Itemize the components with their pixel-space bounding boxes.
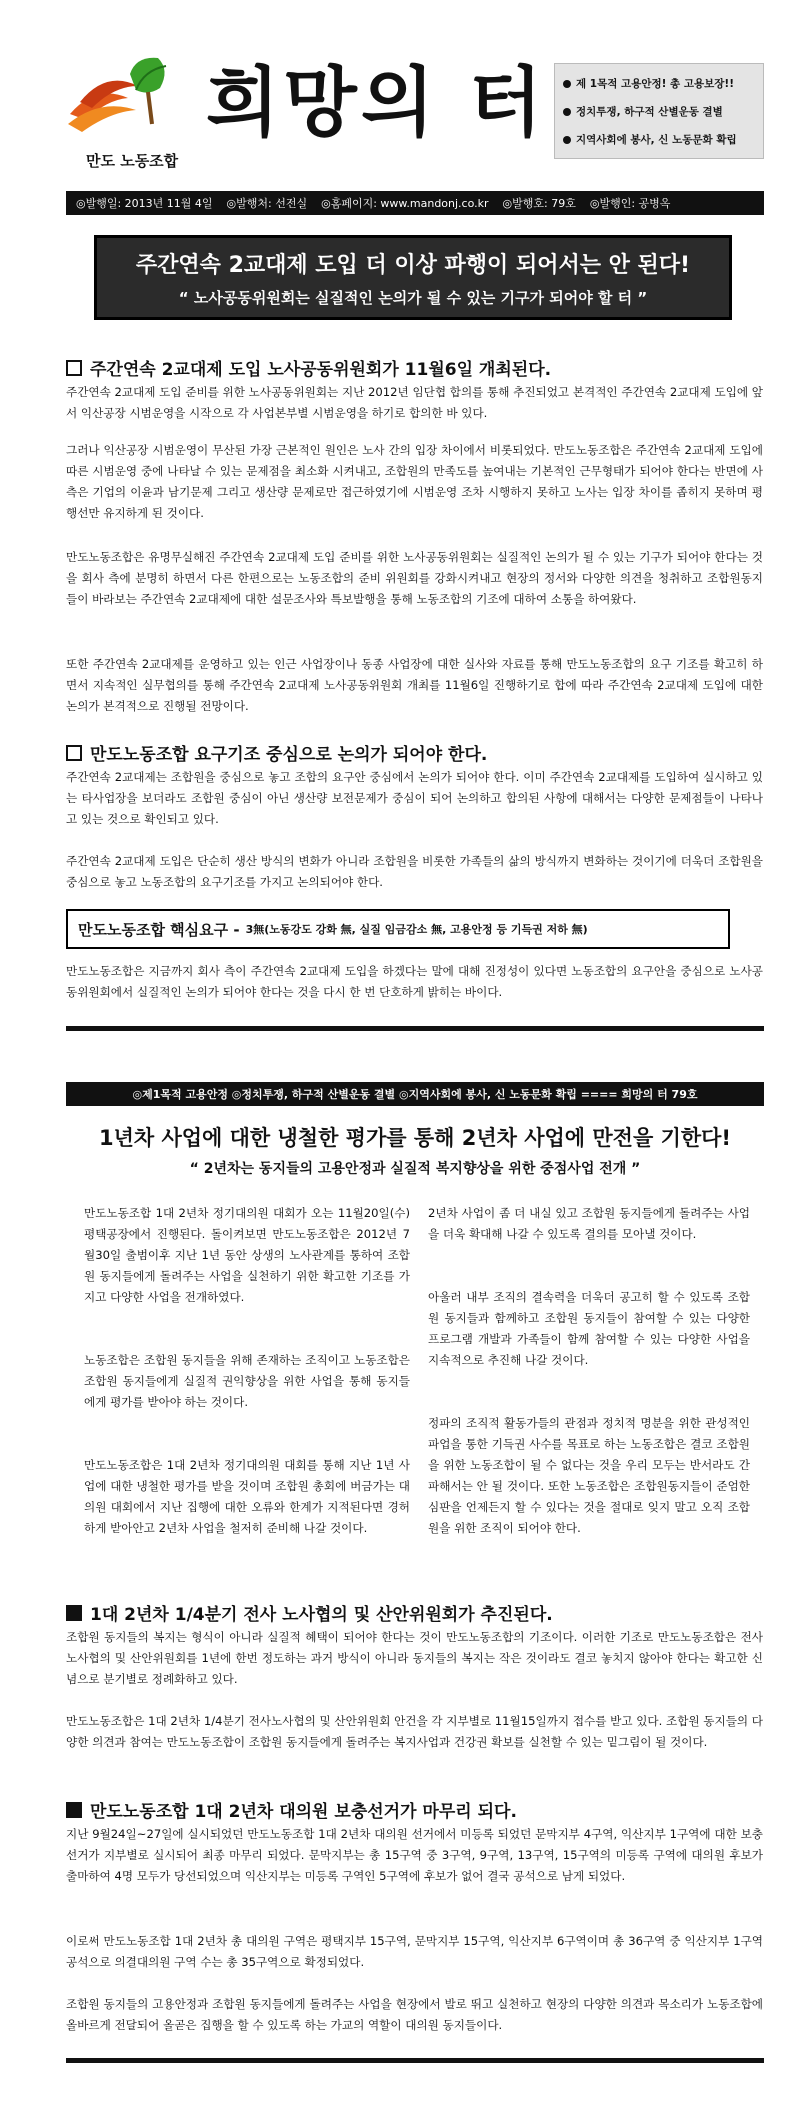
slogan-item: 지역사회에 봉사, 신 노동문화 확립 (563, 126, 755, 154)
article2-closing: 만도노동조합은 지금까지 회사 측이 주간연속 2교대제 도입을 하겠다는 말에 대해 진정성이 있다면 노동조합의 요구안을 중심으로 노사공동위원회에서 실질적인 논의가 되어야 한다는 것을 다시 한 번 단호하게 밝히는 바이다. (66, 964, 763, 999)
publication-info-bar (66, 191, 764, 215)
square-bullet-icon (66, 745, 82, 761)
article1-paragraph: 또한 주간연속 2교대제를 운영하고 있는 인근 사업장이나 동종 사업장에 대한 실사와 자료를 통해 만도노동조합의 요구 기조를 확고히 하면서 지속적인 실무협의를 통해 주간연속 2교대제 노사공동위원회 개최를 11월6일 진행하기로 합에 따라 주간연속 2교대제 도입에 대한 논의가 본격적으로 진행될 전망이다. (66, 657, 763, 713)
right-column-paragraph: 정파의 조직적 활동가들의 관점과 정치적 명분을 위한 관성적인 파업을 통한 기득권 사수를 목표로 하는 노동조합은 결코 조합원을 위한 노동조합이 될 수 없다는 것을 우리 모두는 반서라도 간파해서는 안 될 것이다. 또한 노동조합은 조합원동지들이 준엄한 심판을 언제든지 할 수 있다는 것을 절대로 잊지 말고 오직 조합원을 위한 조직이 되어야 한다. (428, 1416, 750, 1535)
bullet-icon (563, 136, 571, 144)
article2-paragraph: 주간연속 2교대제는 조합원을 중심으로 놓고 조합의 요구안 중심에서 논의가 되어야 한다. 이미 주간연속 2교대제를 도입하여 실시하고 있는 타사업장을 보더라도 조합원 중심이 아닌 생산량 보전문제가 중심이 되어 논의하고 합의된 사항에 대해서는 다양한 문제점들이 나타나고 있는 것으로 확인되고 있다. (66, 770, 763, 826)
key-demands-box (66, 909, 730, 949)
left-column-paragraph: 만도노동조합 1대 2년차 정기대의원 대회가 오는 11월20일(수) 평택공장에서 진행된다. 돌이켜보면 만도노동조합은 2012년 7월30일 출범이후 지난 1년 동안 상생의 노사관계를 통하여 조합원 동지들에게 돌려주는 사업을 실천하기 위한 확고한 기조를 가지고 다양한 사업을 전개하였다. (84, 1206, 410, 1304)
subheadline: “ 노사공동위원회는 실질적인 논의가 될 수 있는 기구가 되어야 할 터 ” (178, 289, 648, 307)
left-column-paragraph: 노동조합은 조합원 동지들을 위해 존재하는 조직이고 노동조합은 조합원 동지들에게 실질적 권익향상을 위한 사업을 통해 동지들에게 평가를 받아야 하는 것이다. (84, 1353, 410, 1409)
article1-heading: 주간연속 2교대제 도입 노사공동위원회가 11월6일 개최된다. (66, 355, 551, 380)
section2-banner: ◎제1목적 고용안정 ◎정치투쟁, 하구적 산별운동 결별 ◎지역사회에 봉사, 신 노동문화 확립 ==== 희망의 터 79호 (66, 1082, 764, 1106)
article4-paragraph: 조합원 동지들의 고용안정과 조합원 동지들에게 돌려주는 사업을 현장에서 발로 뛰고 실천하고 현장의 다양한 의견과 목소리가 노동조합에 올바르게 전달되어 올곧은 집행을 할 수 있도록 하는 가교의 역할이 대의원 동지들이다. (66, 1997, 763, 2032)
slogan-box (554, 63, 764, 159)
article4-heading: 만도노동조합 1대 2년차 대의원 보충선거가 마무리 되다. (66, 1797, 517, 1822)
bullet-icon (563, 108, 571, 116)
publisher-dept: ◎발행처: 선전실 (226, 197, 308, 210)
article1-paragraph: 그러나 익산공장 시범운영이 무산된 가장 근본적인 원인은 노사 간의 입장 차이에서 비롯되었다. 만도노동조합은 주간연속 2교대제 도입에 따른 시범운영 중에 나타날 수 있는 문제점을 최소화 시켜내고, 조합원의 만족도를 높여내는 기본적인 근무형태가 되어야 한다는 반면에 사측은 기업의 이윤과 남기문제 그리고 생산량 문제로만 접근하였기에 시범운영 조차 시행하지 못하고 노사는 입장 차이를 좁히지 못하며 평행선만 유지하게 된 것이다. (66, 443, 763, 520)
issue-number: ◎발행호: 79호 (502, 197, 576, 210)
union-logo (66, 54, 178, 134)
demand-label: 만도노동조합 핵심요구 - (78, 920, 240, 939)
article4-paragraph: 지난 9월24일~27일에 실시되었던 만도노동조합 1대 2년차 대의원 선거에서 미등록 되었던 문막지부 4구역, 익산지부 1구역에 대한 보충선거가 지부별로 실시되어 최종 마무리 되었다. 문막지부는 총 15구역 중 3구역, 9구역, 13구역, 15구역의 미등록 구역에 대의원 후보가 출마하여 4명 모두가 당선되었으며 익산지부는 미등록 구역인 5구역에 후보가 없어 결국 공석으로 남게 되었다. (66, 1827, 763, 1883)
demand-text: 3無(노동강도 강화 無, 실질 임금감소 無, 고용안정 등 기득권 저하 無) (245, 923, 588, 936)
section2-subheadline: “ 2년차는 동지들의 고용안정과 실질적 복지향상을 위한 중점사업 전개 ” (189, 1161, 641, 1177)
square-bullet-icon (66, 1802, 82, 1818)
article1-paragraph: 만도노동조합은 유명무실해진 주간연속 2교대제 도입 준비를 위한 노사공동위원회는 실질적인 논의가 될 수 있는 기구가 되어야 한다는 것을 회사 측에 분명히 하면서 다른 한편으로는 노동조합의 준비 위원회를 강화시켜내고 현장의 정서와 다양한 의견을 청취하고 조합원동지들이 바라보는 주간연속 2교대제에 대한 설문조사와 특보발행을 통해 노동조합의 기조에 대하여 소통을 하여왔다. (66, 550, 763, 606)
homepage-link[interactable]: ◎홈페이지: www.mandonj.co.kr (321, 197, 489, 210)
section-divider (66, 1026, 764, 1031)
square-bullet-icon (66, 360, 82, 376)
newsletter-title: 희망의 터 (206, 58, 547, 147)
article3-paragraph: 만도노동조합은 1대 2년차 1/4분기 전사노사협의 및 산안위원회 안건을 각 지부별로 11월15일까지 접수를 받고 있다. 조합원 동지들의 다양한 의견과 참여는 만도노동조합이 조합원 동지들에게 돌려주는 복지사업과 건강권 확보를 실천할 수 있는 밑그림이 될 것이다. (66, 1714, 763, 1749)
left-column-paragraph: 만도노동조합은 1대 2년차 정기대의원 대회를 통해 지난 1년 사업에 대한 냉철한 평가를 받을 것이며 조합원 총회에 버금가는 대의원 대회에서 지난 집행에 대한 오류와 한계가 지적된다면 경허하게 받아안고 2년차 사업을 철저히 준비해 나갈 것이다. (84, 1458, 410, 1535)
org-name: 만도 노동조합 (86, 152, 179, 170)
slogan-item: 정치투쟁, 하구적 산별운동 결별 (563, 98, 755, 126)
slogan-item: 제 1목적 고용안정! 총 고용보장!! (563, 70, 755, 98)
right-column-paragraph: 2년차 사업이 좀 더 내실 있고 조합원 동지들에게 돌려주는 사업을 더욱 확대해 나갈 수 있도록 결의를 모아낼 것이다. (428, 1206, 750, 1241)
square-bullet-icon (66, 1605, 82, 1621)
article3-heading: 1대 2년차 1/4분기 전사 노사협의 및 산안위원회가 추진된다. (66, 1600, 553, 1625)
section2-headline: 1년차 사업에 대한 냉철한 평가를 통해 2년차 사업에 만전을 기한다! (98, 1126, 732, 1150)
article3-paragraph: 조합원 동지들의 복지는 형식이 아니라 실질적 혜택이 되어야 한다는 것이 만도노동조합의 기조이다. 이러한 기조로 만도노동조합은 전사 노사협의 및 산안위원회를 1년에 한번 정도하는 과거 방식이 아니라 동지들의 복지는 작은 것이라도 결코 놓치지 않아야 한다는 확고한 신념으로 분기별로 정례화하고 있다. (66, 1630, 763, 1686)
article4-paragraph: 이로써 만도노동조합 1대 2년차 총 대의원 구역은 평택지부 15구역, 문막지부 15구역, 익산지부 6구역이며 총 36구역 중 익산지부 1구역 공석으로 의결대의원 구역 수는 총 35구역으로 확정되었다. (66, 1934, 763, 1969)
article1-paragraph: 주간연속 2교대제 도입 준비를 위한 노사공동위원회는 지난 2012년 임단협 합의를 통해 추진되었고 본격적인 주간연속 2교대제 도입에 앞서 익산공장 시범운영을 시작으로 각 사업본부별 시범운영을 하기로 합의한 바 있다. (66, 385, 763, 420)
article2-heading: 만도노동조합 요구기조 중심으로 논의가 되어야 한다. (66, 740, 487, 765)
article2-paragraph: 주간연속 2교대제 도입은 단순히 생산 방식의 변화가 아니라 조합원을 비롯한 가족들의 삶의 방식까지 변화하는 것이기에 더욱더 조합원을 중심으로 놓고 노동조합의 요구기조를 가지고 논의되어야 한다. (66, 854, 763, 889)
headline: 주간연속 2교대제 도입 더 이상 파행이 되어서는 안 된다! (135, 253, 691, 278)
bottom-divider (66, 2058, 764, 2063)
right-column-paragraph: 아울러 내부 조직의 결속력을 더욱더 공고히 할 수 있도록 조합원 동지들과 함께하고 조합원 동지들이 참여할 수 있는 다양한 프로그램 개발과 가족들이 함께 참여할 수 있는 다양한 사업을 지속적으로 추진해 나갈 것이다. (428, 1290, 750, 1367)
publisher-name: ◎발행인: 공병옥 (589, 197, 671, 210)
headline-banner (94, 235, 732, 320)
issue-date: ◎발행일: 2013년 11월 4일 (76, 197, 213, 210)
bullet-icon (563, 80, 571, 88)
